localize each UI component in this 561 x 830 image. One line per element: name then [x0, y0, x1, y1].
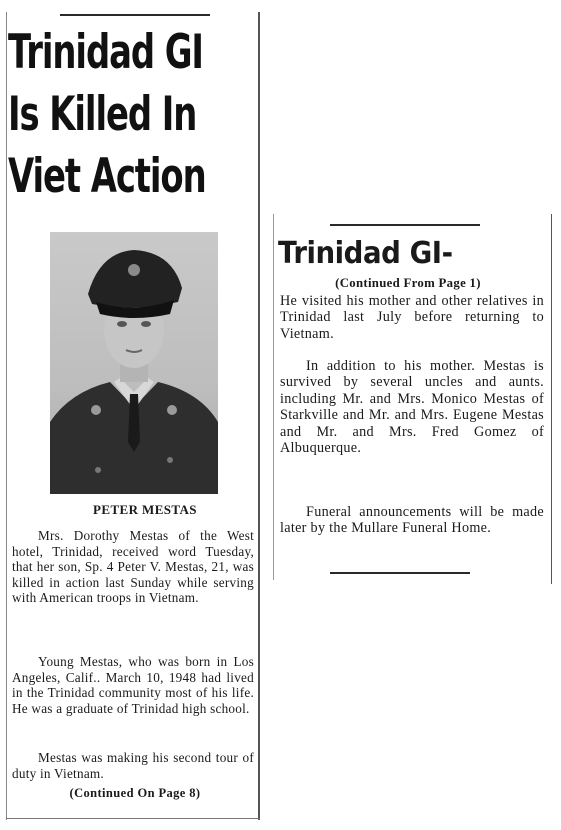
right-clipping-top-rule [330, 224, 480, 226]
right-clipping-rule-right [551, 214, 552, 584]
left-paragraph-3: Mestas was making his second tour of duty in Vietnam. [12, 750, 254, 781]
left-clipping-rule-left [6, 12, 7, 820]
left-headline [8, 22, 206, 208]
left-clipping-bottom-rule [6, 818, 260, 819]
jump-headline: Trinidad GI- [278, 236, 453, 271]
right-clipping-bottom-rule [330, 572, 470, 574]
continued-from-line: (Continued From Page 1) [335, 276, 481, 290]
continued-on-line: (Continued On Page 8) [69, 786, 201, 800]
right-paragraph-3: Funeral announcements will be made later by the Mullare Funeral Home. [280, 504, 544, 537]
left-clipping-top-rule [60, 14, 210, 16]
headline-line-2: Is Killed In [8, 87, 197, 142]
portrait-photo [50, 232, 218, 494]
headline-line-3: Viet Action [8, 149, 206, 204]
left-clipping-rule-right [258, 12, 260, 820]
left-paragraph-2: Young Mestas, who was born in Los Angeles, Calif.. March 10, 1948 had lived in the Trinidad community most of his life. He was a graduate of Trinidad high school. [12, 654, 254, 716]
left-paragraph-1: Mrs. Dorothy Mestas of the West hotel, Trinidad, received word Tuesday, that her son, Sp. 4 Peter V. Mestas, 21, was killed in action last Sunday while serving with American troops in Vietnam. [12, 528, 254, 606]
right-clipping-rule-left [273, 214, 274, 580]
right-paragraph-1: He visited his mother and other relatives in Trinidad last July before returning to Vietnam. [280, 293, 544, 342]
soldier-portrait-image [50, 232, 218, 494]
right-paragraph-2: In addition to his mother. Mestas is survived by several uncles and aunts. including Mr. and Mrs. Monico Mestas of Starkville and Mr. and Mrs. Eugene Mestas and Mr. and Mrs. Fred Gomez of Albuquerque. [280, 358, 544, 457]
photo-caption: PETER MESTAS [93, 502, 197, 517]
headline-line-1: Trinidad GI [8, 25, 203, 80]
